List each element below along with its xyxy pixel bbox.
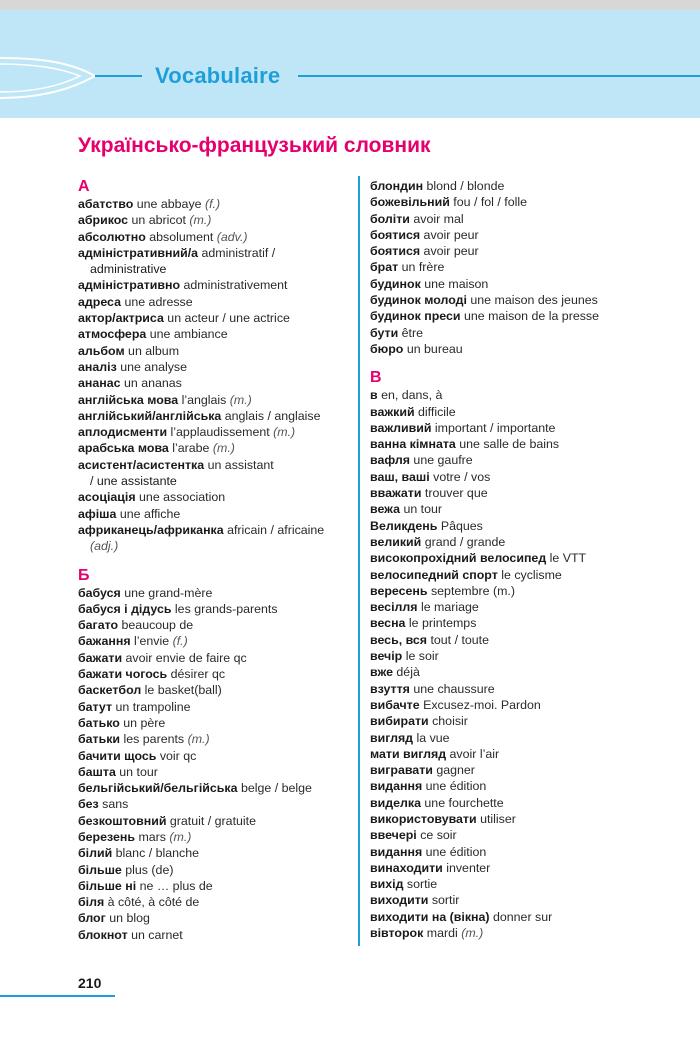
entry-translation: ce soir bbox=[416, 828, 457, 843]
entry-translation: une salle de bains bbox=[455, 437, 560, 452]
entry-word: бабуся і дідусь bbox=[78, 601, 172, 616]
entry-translation: désirer qc bbox=[167, 667, 226, 682]
dictionary-entry bbox=[78, 617, 350, 633]
entry-word: арабська мова bbox=[78, 441, 169, 456]
entry-translation: un trampoline bbox=[112, 699, 191, 714]
entry-translation: l’arabe bbox=[168, 441, 213, 456]
entry-word: вівторок bbox=[370, 926, 424, 941]
entry-translation: mars bbox=[135, 829, 170, 844]
entry-translation: belge / belge bbox=[237, 781, 312, 796]
entry-translation: un assistant bbox=[204, 457, 274, 472]
dictionary-entry bbox=[370, 436, 670, 452]
entry-word: бельгійський/бельгійська bbox=[78, 781, 238, 796]
entry-word: вигравати bbox=[370, 763, 433, 778]
entry-word: високопрохідний велосипед bbox=[370, 551, 547, 566]
dictionary-entry bbox=[370, 227, 670, 243]
entry-note: (m.) bbox=[461, 926, 484, 941]
entry-translation: un tour bbox=[115, 764, 158, 779]
header-swoosh-decoration bbox=[0, 0, 700, 118]
entry-translation: sortie bbox=[403, 877, 438, 892]
entry-translation: avoir peur bbox=[420, 227, 479, 242]
dictionary-entry bbox=[370, 860, 670, 876]
entry-translation: une analyse bbox=[116, 359, 188, 374]
dictionary-entry bbox=[78, 862, 350, 878]
entry-translation: l’anglais bbox=[178, 392, 230, 407]
entry-translation: Excusez-moi. Pardon bbox=[419, 697, 541, 712]
entry-translation: le cyclisme bbox=[497, 567, 562, 582]
dictionary-entry bbox=[370, 827, 670, 843]
entry-word: вежа bbox=[370, 502, 401, 517]
entry-translation: le printemps bbox=[405, 616, 477, 631]
entry-translation: une fourchette bbox=[420, 795, 504, 810]
entry-note: (m.) bbox=[187, 732, 210, 747]
entry-translation: ne … plus de bbox=[136, 878, 213, 893]
entry-translation: une maison de la presse bbox=[460, 309, 599, 324]
dictionary-entry bbox=[78, 245, 350, 261]
dictionary-entry bbox=[78, 666, 350, 682]
dictionary-entry bbox=[78, 375, 350, 391]
entry-translation: une maison bbox=[420, 276, 489, 291]
dictionary-entry bbox=[370, 178, 670, 194]
entry-translation: avoir l’air bbox=[446, 746, 500, 761]
entry-word: боятися bbox=[370, 227, 421, 242]
dictionary-entry bbox=[78, 731, 350, 747]
entry-word: без bbox=[78, 797, 99, 812]
entry-translation: l’applaudissement bbox=[167, 425, 274, 440]
entry-word: вже bbox=[370, 665, 393, 680]
entry-translation: une abbaye bbox=[133, 197, 205, 211]
entry-translation: le VTT bbox=[546, 551, 587, 566]
entry-translation: une chaussure bbox=[409, 681, 495, 696]
entry-translation: important / importante bbox=[431, 420, 556, 435]
entry-word: весілля bbox=[370, 600, 418, 615]
dictionary-entry bbox=[370, 567, 670, 583]
entry-word: бачити щось bbox=[78, 748, 157, 763]
entry-translation: mardi bbox=[423, 926, 462, 941]
dictionary-entry bbox=[370, 550, 670, 566]
dictionary-entry bbox=[78, 682, 350, 698]
dictionary-entry bbox=[78, 829, 350, 845]
entry-word: виходити bbox=[370, 893, 429, 908]
entry-note: (m.) bbox=[212, 441, 235, 456]
dictionary-entry bbox=[370, 713, 670, 729]
entry-word: адміністративний/а bbox=[78, 245, 199, 260]
entry-translation: fou / fol / folle bbox=[449, 195, 527, 210]
dictionary-entry bbox=[370, 909, 670, 925]
entry-word: вересень bbox=[370, 583, 428, 598]
dictionary-entry bbox=[78, 780, 350, 796]
entry-word: альбом bbox=[78, 343, 125, 358]
entry-translation: sortir bbox=[428, 893, 460, 908]
entry-word: багато bbox=[78, 618, 119, 633]
entry-translation: une affiche bbox=[116, 506, 181, 521]
entry-translation: gratuit / gratuite bbox=[166, 813, 256, 828]
dictionary-entry bbox=[370, 534, 670, 550]
entry-translation: le soir bbox=[402, 649, 439, 664]
entry-translation: un ananas bbox=[120, 376, 182, 391]
entry-translation: grand / grande bbox=[421, 534, 506, 549]
entry-word: велосипедний спорт bbox=[370, 567, 498, 582]
entry-translation: une édition bbox=[422, 779, 487, 794]
entry-translation: trouver que bbox=[421, 486, 488, 501]
dictionary-entry bbox=[370, 762, 670, 778]
entry-continuation: (adj.) bbox=[90, 539, 119, 554]
entry-translation: une édition bbox=[422, 844, 487, 859]
entry-word: бюро bbox=[370, 341, 404, 356]
entry-word: адреса bbox=[78, 294, 121, 309]
entry-translation: beaucoup de bbox=[118, 618, 194, 633]
entry-translation: septembre (m.) bbox=[427, 583, 515, 598]
dictionary-entry bbox=[78, 440, 350, 456]
dictionary-entry bbox=[78, 522, 350, 538]
dictionary-entry bbox=[370, 485, 670, 501]
entry-translation: africain / africaine bbox=[223, 522, 325, 537]
entry-word: вибачте bbox=[370, 697, 420, 712]
dictionary-entry bbox=[78, 310, 350, 326]
letter-heading-a: A bbox=[78, 178, 90, 195]
entry-note: (m.) bbox=[189, 213, 212, 228]
entry-word: видання bbox=[370, 844, 423, 859]
dictionary-entry bbox=[370, 876, 670, 892]
entry-note: (adv.) bbox=[216, 229, 248, 244]
entry-word: африканець/африканка bbox=[78, 522, 224, 537]
entry-translation: un carnet bbox=[127, 927, 183, 942]
entry-translation: un album bbox=[124, 343, 180, 358]
dictionary-entry bbox=[78, 927, 350, 943]
dictionary-entry bbox=[78, 813, 350, 829]
dictionary-entry bbox=[370, 259, 670, 275]
dictionary-entry bbox=[78, 650, 350, 666]
dictionary-entry bbox=[370, 778, 670, 794]
entry-word: білий bbox=[78, 846, 113, 861]
entry-word: мати вигляд bbox=[370, 746, 447, 761]
entry-continuation: / une assistante bbox=[90, 474, 177, 489]
entry-word: будинок bbox=[370, 276, 421, 291]
entry-translation: un tour bbox=[400, 502, 443, 517]
dictionary-entry bbox=[78, 392, 350, 408]
entry-translation: le basket(ball) bbox=[141, 683, 222, 698]
entry-word: біля bbox=[78, 895, 105, 910]
entry-word: ввечері bbox=[370, 828, 417, 843]
dictionary-entry bbox=[370, 211, 670, 227]
entry-word: бажання bbox=[78, 634, 131, 649]
entry-translation: choisir bbox=[428, 714, 468, 729]
dictionary-entry bbox=[78, 910, 350, 926]
dictionary-entry bbox=[78, 457, 350, 473]
dictionary-entry bbox=[78, 894, 350, 910]
entry-word: виходити на (вікна) bbox=[370, 909, 490, 924]
entry-word: будинок молоді bbox=[370, 293, 467, 308]
entry-list-a bbox=[78, 196, 350, 555]
entry-word: будинок преси bbox=[370, 309, 461, 324]
entry-word: брат bbox=[370, 260, 399, 275]
entry-word: бабуся bbox=[78, 585, 121, 600]
entry-translation: un acteur / une actrice bbox=[163, 311, 290, 326]
entry-translation: l’envie bbox=[130, 634, 173, 649]
entry-word: більше bbox=[78, 862, 122, 877]
dictionary-entry bbox=[78, 326, 350, 342]
entry-translation: utiliser bbox=[476, 811, 516, 826]
entry-translation: difficile bbox=[414, 404, 456, 419]
dictionary-entry bbox=[370, 844, 670, 860]
dictionary-entry bbox=[78, 715, 350, 731]
dictionary-entry bbox=[370, 501, 670, 517]
entry-word: аналіз bbox=[78, 359, 117, 374]
dictionary-entry bbox=[370, 420, 670, 436]
entry-word: бажати чогось bbox=[78, 667, 168, 682]
section-title: Vocabulaire bbox=[155, 63, 281, 88]
entry-word: актор/актриса bbox=[78, 311, 164, 326]
entry-translation: Pâques bbox=[437, 518, 483, 533]
entry-word: блог bbox=[78, 911, 106, 926]
entry-word: більше ні bbox=[78, 878, 137, 893]
dictionary-entry bbox=[370, 387, 670, 403]
letter-heading-v: В bbox=[370, 369, 382, 387]
dictionary-entry bbox=[370, 194, 670, 210]
dictionary-entry bbox=[370, 746, 670, 762]
dictionary-entry bbox=[370, 664, 670, 680]
dictionary-entry bbox=[78, 845, 350, 861]
dictionary-entry bbox=[370, 292, 670, 308]
entry-word: вибирати bbox=[370, 714, 429, 729]
entry-translation: blanc / blanche bbox=[112, 846, 199, 861]
entry-translation: avoir peur bbox=[420, 244, 479, 259]
dictionary-entry bbox=[370, 632, 670, 648]
entry-translation: un abricot bbox=[128, 213, 190, 228]
entry-word: абатство bbox=[78, 197, 134, 211]
dictionary-entry bbox=[78, 764, 350, 780]
entry-word: асистент/асистентка bbox=[78, 457, 205, 472]
entry-translation: avoir envie de faire qc bbox=[122, 650, 247, 665]
entry-word: вечір bbox=[370, 649, 403, 664]
entry-translation: un bureau bbox=[403, 341, 463, 356]
entry-translation: sans bbox=[98, 797, 129, 812]
entry-translation: absolument bbox=[145, 229, 217, 244]
entry-word: вигляд bbox=[370, 730, 414, 745]
left-column bbox=[78, 178, 350, 943]
dictionary-entry bbox=[78, 196, 350, 212]
entry-translation: plus (de) bbox=[121, 862, 174, 877]
entry-word: блокнот bbox=[78, 927, 128, 942]
entry-word: весь, вся bbox=[370, 632, 428, 647]
dictionary-entry bbox=[78, 506, 350, 522]
dictionary-entry bbox=[370, 583, 670, 599]
dictionary-entry bbox=[370, 795, 670, 811]
entry-word: англійський/англійська bbox=[78, 408, 222, 423]
entry-word: батьки bbox=[78, 732, 121, 747]
entry-translation: le mariage bbox=[417, 600, 479, 615]
column-divider bbox=[358, 176, 360, 946]
entry-translation: inventer bbox=[442, 860, 491, 875]
entry-word: весна bbox=[370, 616, 406, 631]
entry-translation: en, dans, à bbox=[377, 388, 443, 403]
entry-word: абсолютно bbox=[78, 229, 146, 244]
entry-word: в bbox=[370, 388, 378, 403]
entry-translation: donner sur bbox=[489, 909, 553, 924]
entry-translation: les grands-parents bbox=[171, 601, 278, 616]
entry-continuation: administrative bbox=[90, 262, 167, 277]
entry-translation: administratif / bbox=[198, 245, 276, 260]
entry-word: вважати bbox=[370, 486, 422, 501]
entry-word: ваш, ваші bbox=[370, 469, 430, 484]
entry-note: (m.) bbox=[273, 425, 296, 440]
entry-word: безкоштовний bbox=[78, 813, 167, 828]
entry-word: афіша bbox=[78, 506, 117, 521]
entry-translation: la vue bbox=[413, 730, 450, 745]
dictionary-entry bbox=[78, 408, 350, 424]
entry-list-b bbox=[78, 585, 350, 944]
dictionary-entry bbox=[78, 424, 350, 440]
dictionary-entry bbox=[370, 681, 670, 697]
entry-word: абрикос bbox=[78, 213, 129, 228]
letter-heading-b: Б bbox=[78, 566, 90, 584]
dictionary-entry bbox=[370, 599, 670, 615]
entry-translation: une ambiance bbox=[146, 327, 228, 342]
dictionary-entry bbox=[370, 615, 670, 631]
dictionary-entry bbox=[78, 277, 350, 293]
dictionary-entry bbox=[370, 730, 670, 746]
entry-translation: votre / vos bbox=[429, 469, 491, 484]
entry-translation: une adresse bbox=[121, 294, 193, 309]
dictionary-entry bbox=[370, 325, 670, 341]
entry-translation: une maison des jeunes bbox=[466, 293, 598, 308]
entry-translation: un blog bbox=[105, 911, 150, 926]
entry-word: вафля bbox=[370, 453, 410, 468]
entry-translation: une gaufre bbox=[409, 453, 473, 468]
entry-word: вихід bbox=[370, 877, 404, 892]
entry-list-v bbox=[370, 387, 670, 941]
entry-word: бажати bbox=[78, 650, 123, 665]
dictionary-entry bbox=[78, 294, 350, 310]
entry-word: башта bbox=[78, 764, 116, 779]
dictionary-entry bbox=[78, 359, 350, 375]
entry-word: батько bbox=[78, 715, 120, 730]
entry-note: (f.) bbox=[204, 197, 221, 211]
entry-translation: anglais / anglaise bbox=[221, 408, 321, 423]
entry-translation: déjà bbox=[392, 665, 420, 680]
dictionary-entry bbox=[78, 585, 350, 601]
entry-note: (m.) bbox=[229, 392, 252, 407]
entry-translation: un frère bbox=[398, 260, 445, 275]
entry-translation: à côté, à côté de bbox=[104, 895, 200, 910]
footer-line bbox=[0, 995, 115, 997]
dictionary-entry bbox=[370, 518, 670, 534]
entry-word: божевільний bbox=[370, 195, 450, 210]
entry-list-b-continued bbox=[370, 178, 670, 357]
entry-word: взуття bbox=[370, 681, 410, 696]
entry-note: (f.) bbox=[172, 634, 188, 649]
dictionary-entry bbox=[370, 892, 670, 908]
dictionary-entry bbox=[370, 925, 670, 941]
dictionary-entry bbox=[370, 469, 670, 485]
entry-word: березень bbox=[78, 829, 135, 844]
dictionary-entry bbox=[370, 648, 670, 664]
entry-word: винаходити bbox=[370, 860, 443, 875]
dictionary-entry bbox=[78, 489, 350, 505]
entry-translation: tout / toute bbox=[427, 632, 490, 647]
entry-word: батут bbox=[78, 699, 113, 714]
page-title: Українсько-французький словник bbox=[78, 134, 431, 157]
right-column bbox=[370, 178, 670, 941]
entry-word: аплодисменти bbox=[78, 425, 168, 440]
entry-translation: les parents bbox=[120, 732, 188, 747]
dictionary-entry bbox=[78, 796, 350, 812]
entry-word: використовувати bbox=[370, 811, 477, 826]
entry-translation: blond / blonde bbox=[423, 179, 505, 193]
entry-word: боятися bbox=[370, 244, 421, 259]
dictionary-entry bbox=[370, 404, 670, 420]
page-number: 210 bbox=[78, 975, 102, 991]
entry-translation: voir qc bbox=[156, 748, 197, 763]
entry-word: боліти bbox=[370, 211, 410, 226]
entry-translation: avoir mal bbox=[409, 211, 464, 226]
entry-word: ванна кімната bbox=[370, 437, 456, 452]
dictionary-entry bbox=[370, 341, 670, 357]
entry-translation: gagner bbox=[432, 763, 475, 778]
entry-word: баскетбол bbox=[78, 683, 142, 698]
entry-word: бути bbox=[370, 325, 399, 340]
dictionary-entry bbox=[370, 243, 670, 259]
entry-word: видання bbox=[370, 779, 423, 794]
dictionary-entry bbox=[78, 212, 350, 228]
entry-translation: administrativement bbox=[180, 278, 288, 293]
dictionary-entry bbox=[78, 878, 350, 894]
entry-translation: une association bbox=[135, 490, 226, 505]
entry-translation: un père bbox=[119, 715, 166, 730]
entry-word: ананас bbox=[78, 376, 121, 391]
entry-word: англійська мова bbox=[78, 392, 179, 407]
entry-note: (m.) bbox=[169, 829, 192, 844]
dictionary-entry bbox=[370, 276, 670, 292]
entry-word: адміністративно bbox=[78, 278, 181, 293]
entry-translation: être bbox=[398, 325, 424, 340]
entry-word: великий bbox=[370, 534, 422, 549]
dictionary-entry bbox=[370, 452, 670, 468]
dictionary-entry bbox=[78, 748, 350, 764]
dictionary-entry bbox=[78, 343, 350, 359]
entry-word: важливий bbox=[370, 420, 432, 435]
dictionary-entry bbox=[78, 229, 350, 245]
dictionary-entry bbox=[78, 699, 350, 715]
entry-word: Великдень bbox=[370, 518, 438, 533]
dictionary-entry bbox=[370, 308, 670, 324]
entry-translation: une grand-mère bbox=[120, 585, 213, 600]
dictionary-entry bbox=[370, 697, 670, 713]
entry-word: виделка bbox=[370, 795, 421, 810]
dictionary-entry bbox=[78, 601, 350, 617]
entry-word: асоціація bbox=[78, 490, 136, 505]
entry-word: важкий bbox=[370, 404, 415, 419]
entry-word: атмосфера bbox=[78, 327, 147, 342]
dictionary-entry bbox=[370, 811, 670, 827]
entry-word: блондин bbox=[370, 179, 424, 193]
dictionary-entry bbox=[78, 633, 350, 649]
